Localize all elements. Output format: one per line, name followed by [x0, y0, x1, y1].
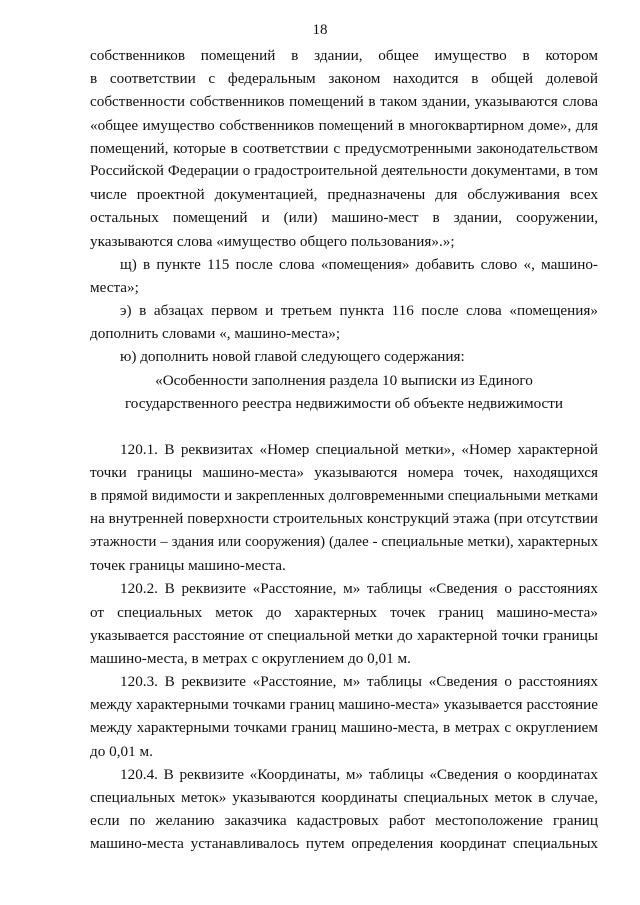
- text-line: если по желанию заказчика кадастровых работ местоположение границ: [90, 812, 598, 830]
- text-line: ю) дополнить новой главой следующего содержания:: [120, 348, 465, 366]
- text-line: э) в абзацах первом и третьем пункта 116 после слова «помещения»: [120, 302, 598, 320]
- text-line: собственников помещений в здании, общее имущество в котором: [90, 47, 598, 64]
- text-line: между характерными точками границ машино-места, в метрах с округлением: [90, 719, 598, 737]
- text-line: остальных помещений и (или) машино-мест в здании, сооружении,: [90, 209, 598, 227]
- document-body: [90, 44, 598, 856]
- text-line: от специальных меток до характерных точек границ машино-места»: [90, 603, 598, 621]
- text-line: в прямой видимости и закрепленных долговременными специальными метками: [90, 487, 598, 504]
- text-line: Российской Федерации о градостроительной деятельности документами, в том: [90, 162, 598, 179]
- text-line: в соответствии с федеральным законом находится в общей долевой: [90, 70, 598, 88]
- text-line: указывается расстояние от специальной метки до характерной точки границы: [90, 626, 598, 644]
- text-line: «общее имущество собственников помещений в многоквартирном доме», для: [90, 116, 598, 134]
- text-line: указываются слова «имущество общего пользования».»;: [90, 232, 455, 250]
- text-line: до 0,01 м.: [90, 742, 153, 760]
- text-line: точки границы машино-места» указываются номера точек, находящихся: [90, 464, 598, 482]
- text-line: помещений, которые в соответствии с предусмотренными законодательством: [90, 139, 598, 157]
- text-line: места»;: [90, 278, 139, 296]
- text-line: 120.3. В реквизите «Расстояние, м» таблицы «Сведения о расстояниях: [120, 673, 598, 691]
- text-line: машино-места устанавливалось путем определения координат специальных: [90, 835, 598, 853]
- text-line: числе проектной документацией, предназначены для обслуживания всех: [90, 186, 598, 204]
- page-number: 18: [312, 22, 328, 38]
- text-line: этажности – здания или сооружения) (далее - специальные метки), характерных: [90, 533, 598, 550]
- text-line: между характерными точками границ машино-места» указывается расстояние: [90, 696, 598, 714]
- chapter-heading-line: «Особенности заполнения раздела 10 выписки из Единого: [155, 371, 533, 389]
- paragraph-gap: [90, 415, 598, 438]
- text-line: 120.2. В реквизите «Расстояние, м» таблицы «Сведения о расстояниях: [120, 580, 598, 598]
- text-line: машино-места, в метрах с округлением до 0,01 м.: [90, 649, 411, 667]
- text-line: на внутренней поверхности строительных конструкций этажа (при отсутствии: [90, 510, 598, 527]
- chapter-heading-line: государственного реестра недвижимости об объекте недвижимости: [124, 394, 564, 412]
- text-line: специальных меток» указываются координаты специальных меток в случае,: [90, 789, 598, 806]
- text-line: 120.1. В реквизитах «Номер специальной метки», «Номер характерной: [120, 441, 598, 459]
- text-line: щ) в пункте 115 после слова «помещения» добавить слово «, машино-: [120, 255, 598, 273]
- text-line: точек границы машино-места.: [90, 557, 286, 575]
- text-line: дополнить словами «, машино-места»;: [90, 325, 341, 343]
- text-line: собственности собственников помещений в таком здании, указываются слова: [90, 93, 598, 111]
- text-line: 120.4. В реквизите «Координаты, м» таблицы «Сведения о координатах: [120, 765, 598, 783]
